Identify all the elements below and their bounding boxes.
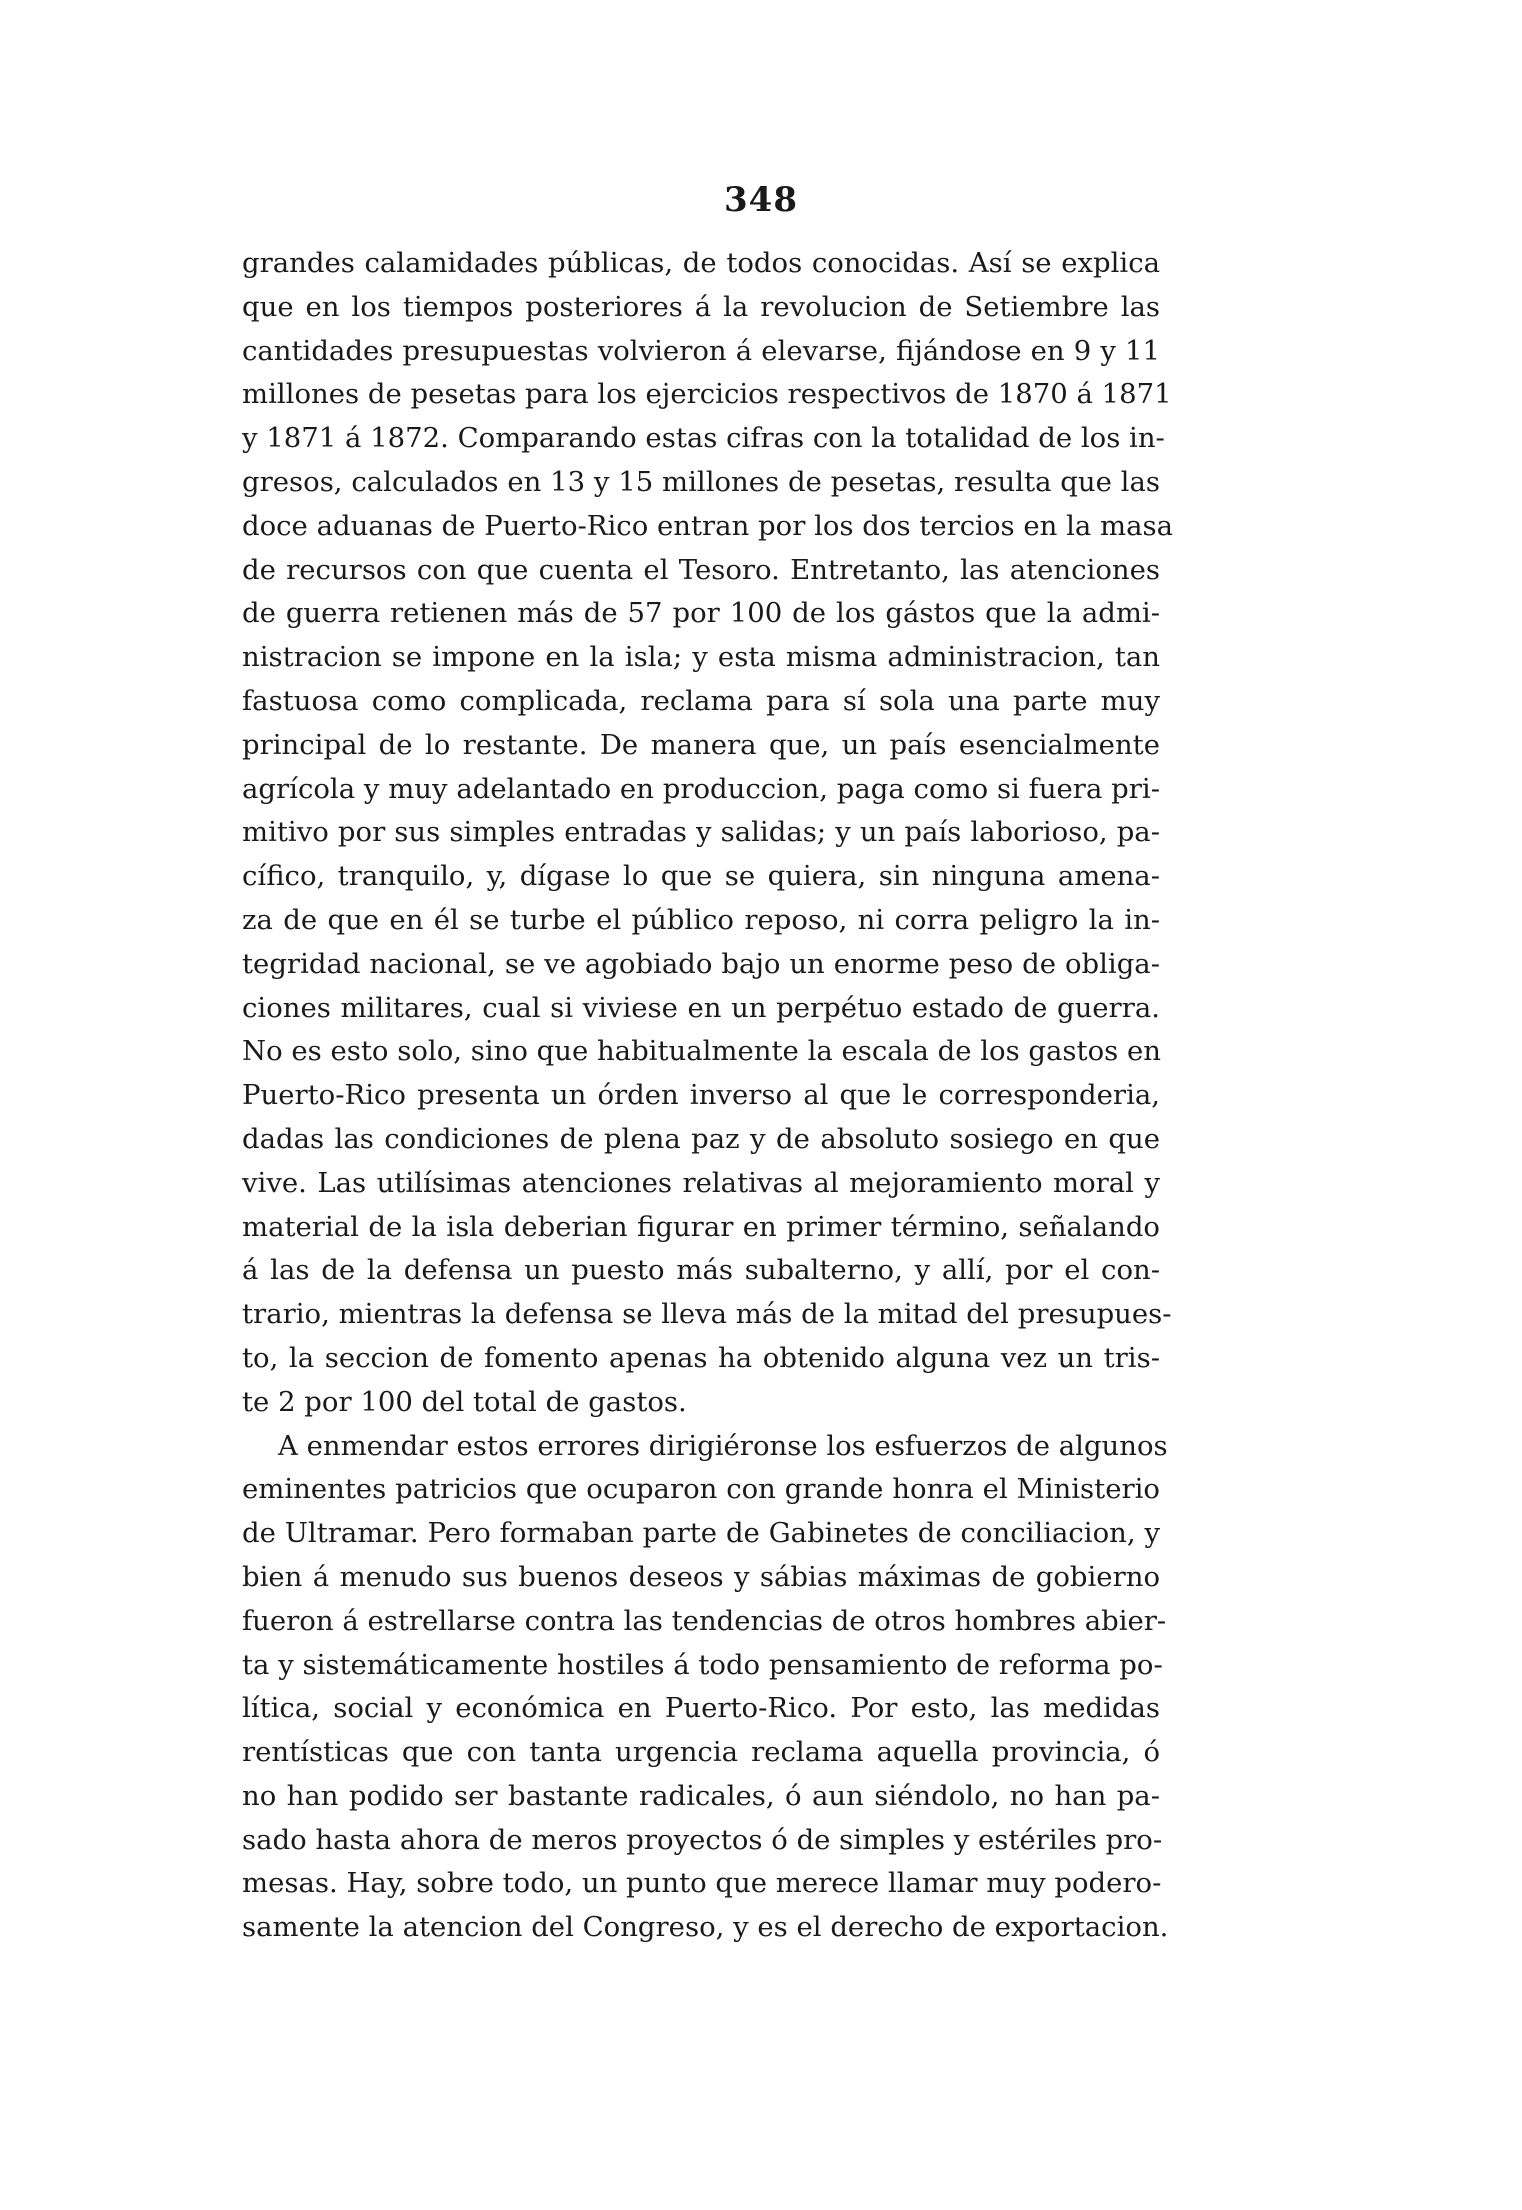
- text-line: agrícola y muy adelantado en produccion, paga como si fuera pri-: [242, 772, 1160, 805]
- text-line: gresos, calculados en 13 y 15 millones de pesetas, resulta que las: [242, 465, 1160, 498]
- text-line: eminentes patricios que ocuparon con grande honra el Ministerio: [242, 1473, 1160, 1506]
- text-line: ta y sistemáticamente hostiles á todo pensamiento de reforma po-: [242, 1648, 1163, 1681]
- paragraph-2: [242, 1425, 1169, 1951]
- text-line: mesas. Hay, sobre todo, un punto que merece llamar muy podero-: [242, 1867, 1162, 1900]
- text-line: de guerra retienen más de 57 por 100 de los gástos que la admi-: [242, 597, 1160, 630]
- text-line: y 1871 á 1872. Comparando estas cifras con la totalidad de los in-: [242, 422, 1165, 455]
- text-line: rentísticas que con tanta urgencia reclama aquella provincia, ó: [242, 1736, 1160, 1769]
- text-line: samente la atencion del Congreso, y es el derecho de exportacion.: [242, 1911, 1169, 1944]
- text-line: te 2 por 100 del total de gastos.: [242, 1385, 687, 1418]
- text-line: grandes calamidades públicas, de todos conocidas. Así se explica: [242, 247, 1160, 279]
- text-line: A enmendar estos errores dirigiéronse los esfuerzos de algunos: [278, 1429, 1168, 1462]
- text-line: trario, mientras la defensa se lleva más de la mitad del presupues-: [242, 1298, 1172, 1331]
- text-line: millones de pesetas para los ejercicios respectivos de 1870 á 1871: [242, 378, 1172, 411]
- text-line: material de la isla deberian figurar en primer término, señalando: [242, 1210, 1160, 1243]
- text-line: doce aduanas de Puerto-Rico entran por los dos tercios en la masa: [242, 509, 1174, 542]
- body-text: [242, 242, 1174, 1950]
- text-line: mitivo por sus simples entradas y salidas; y un país laborioso, pa-: [242, 816, 1160, 849]
- text-line: bien á menudo sus buenos deseos y sábias máximas de gobierno: [242, 1560, 1160, 1593]
- text-line: de recursos con que cuenta el Tesoro. Entretanto, las atenciones: [242, 553, 1160, 586]
- text-line: No es esto solo, sino que habitualmente la escala de los gastos en: [242, 1035, 1161, 1068]
- text-line: nistracion se impone en la isla; y esta misma administracion, tan: [242, 641, 1160, 674]
- text-line: Puerto-Rico presenta un órden inverso al que le corresponderia,: [242, 1079, 1160, 1112]
- text-line: to, la seccion de fomento apenas ha obtenido alguna vez un tris-: [242, 1341, 1160, 1374]
- text-line: principal de lo restante. De manera que, un país esencialmente: [242, 728, 1160, 761]
- text-line: cífico, tranquilo, y, dígase lo que se quiera, sin ninguna amena-: [242, 860, 1160, 893]
- text-line: cantidades presupuestas volvieron á elevarse, fijándose en 9 y 11: [242, 334, 1160, 367]
- text-line: no han podido ser bastante radicales, ó aun siéndolo, no han pa-: [242, 1779, 1160, 1812]
- text-line: ciones militares, cual si viviese en un perpétuo estado de guerra.: [242, 991, 1160, 1024]
- text-line: za de que en él se turbe el público reposo, ni corra peligro la in-: [242, 903, 1160, 936]
- text-line: vive. Las utilísimas atenciones relativas al mejoramiento moral y: [242, 1166, 1160, 1199]
- paragraph-1: [242, 242, 1174, 1425]
- text-line: fastuosa como complicada, reclama para sí sola una parte muy: [242, 684, 1160, 717]
- text-line: á las de la defensa un puesto más subalterno, y allí, por el con-: [242, 1254, 1160, 1287]
- text-line: tegridad nacional, se ve agobiado bajo un enorme peso de obliga-: [242, 947, 1160, 980]
- page-number: 348: [724, 180, 798, 220]
- text-line: que en los tiempos posteriores á la revolucion de Setiembre las: [242, 290, 1160, 323]
- text-line: de Ultramar. Pero formaban parte de Gabinetes de conciliacion, y: [242, 1517, 1160, 1550]
- text-line: lítica, social y económica en Puerto-Rico. Por esto, las medidas: [242, 1692, 1160, 1725]
- text-line: dadas las condiciones de plena paz y de absoluto sosiego en que: [242, 1122, 1160, 1155]
- text-line: sado hasta ahora de meros proyectos ó de simples y estériles pro-: [242, 1823, 1163, 1856]
- text-line: fueron á estrellarse contra las tendencias de otros hombres abier-: [242, 1604, 1167, 1637]
